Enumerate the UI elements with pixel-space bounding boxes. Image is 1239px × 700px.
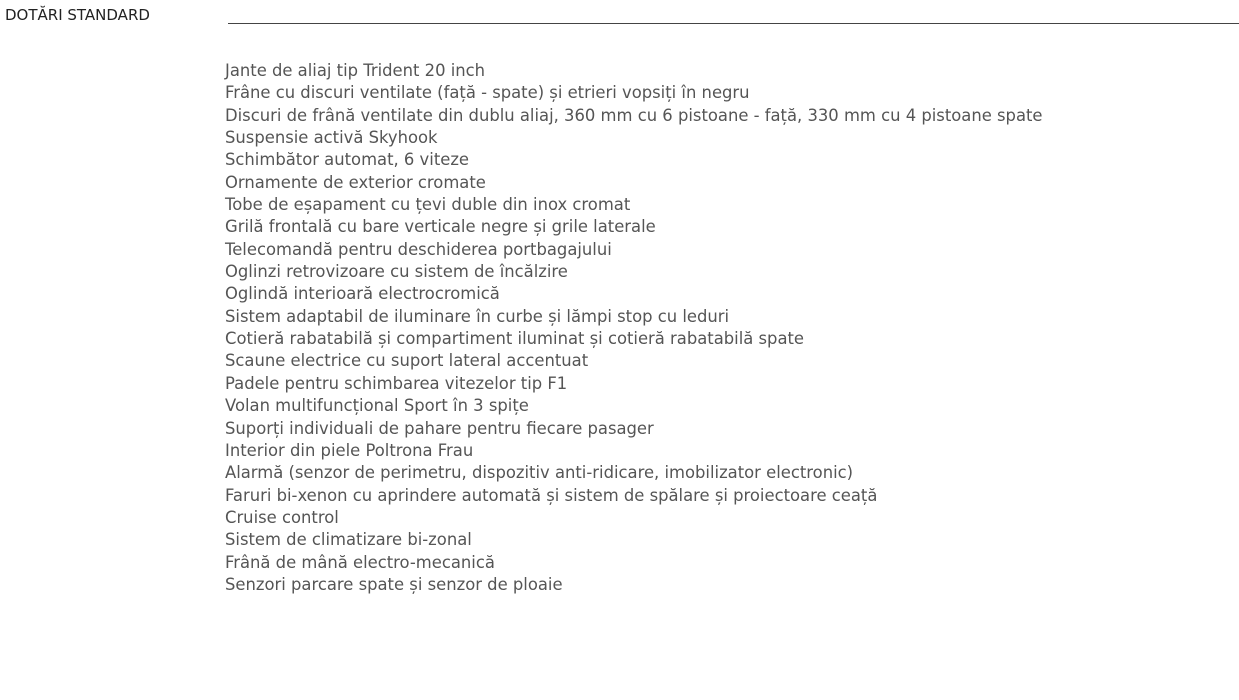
feature-item: Padele pentru schimbarea vitezelor tip F1 [225, 373, 568, 393]
feature-item: Ornamente de exterior cromate [225, 172, 486, 192]
feature-item: Suporți individuali de pahare pentru fiecare pasager [225, 418, 654, 438]
section-header [0, 0, 1239, 30]
feature-item: Senzori parcare spate și senzor de ploaie [225, 574, 563, 594]
feature-list [225, 60, 1043, 596]
feature-item: Jante de aliaj tip Trident 20 inch [225, 61, 486, 80]
feature-item: Alarmă (senzor de perimetru, dispozitiv anti-ridicare, imobilizator electronic) [225, 463, 854, 483]
feature-item: Cotieră rabatabilă și compartiment iluminat și cotieră rabatabilă spate [225, 329, 805, 349]
section-divider [228, 23, 1239, 24]
feature-item: Tobe de eșapament cu țevi duble din inox cromat [225, 195, 631, 215]
feature-item: Cruise control [225, 507, 339, 527]
feature-item: Faruri bi-xenon cu aprindere automată și sistem de spălare și proiectoare ceață [225, 485, 878, 505]
feature-item: Volan multifuncțional Sport în 3 spițe [225, 396, 529, 416]
feature-item: Oglindă interioară electrocromică [225, 284, 500, 304]
feature-item: Sistem de climatizare bi-zonal [225, 530, 472, 550]
feature-item: Frâne cu discuri ventilate (față - spate) și etrieri vopsiți în negru [225, 83, 750, 103]
feature-item: Suspensie activă Skyhook [225, 128, 438, 148]
feature-item: Interior din piele Poltrona Frau [225, 440, 474, 460]
feature-item: Discuri de frână ventilate din dublu aliaj, 360 mm cu 6 pistoane - față, 330 mm cu 4 pistoane spate [225, 105, 1043, 125]
section-title: DOTĂRI STANDARD [5, 6, 150, 24]
feature-item: Sistem adaptabil de iluminare în curbe și lămpi stop cu leduri [225, 306, 730, 326]
feature-item: Oglinzi retrovizoare cu sistem de încălzire [225, 262, 568, 282]
feature-item: Grilă frontală cu bare verticale negre și grile laterale [225, 217, 656, 237]
feature-item: Frână de mână electro-mecanică [225, 552, 495, 572]
feature-item: Telecomandă pentru deschiderea portbagajului [225, 239, 612, 259]
feature-item: Scaune electrice cu suport lateral accentuat [225, 351, 589, 371]
feature-item: Schimbător automat, 6 viteze [225, 150, 470, 170]
